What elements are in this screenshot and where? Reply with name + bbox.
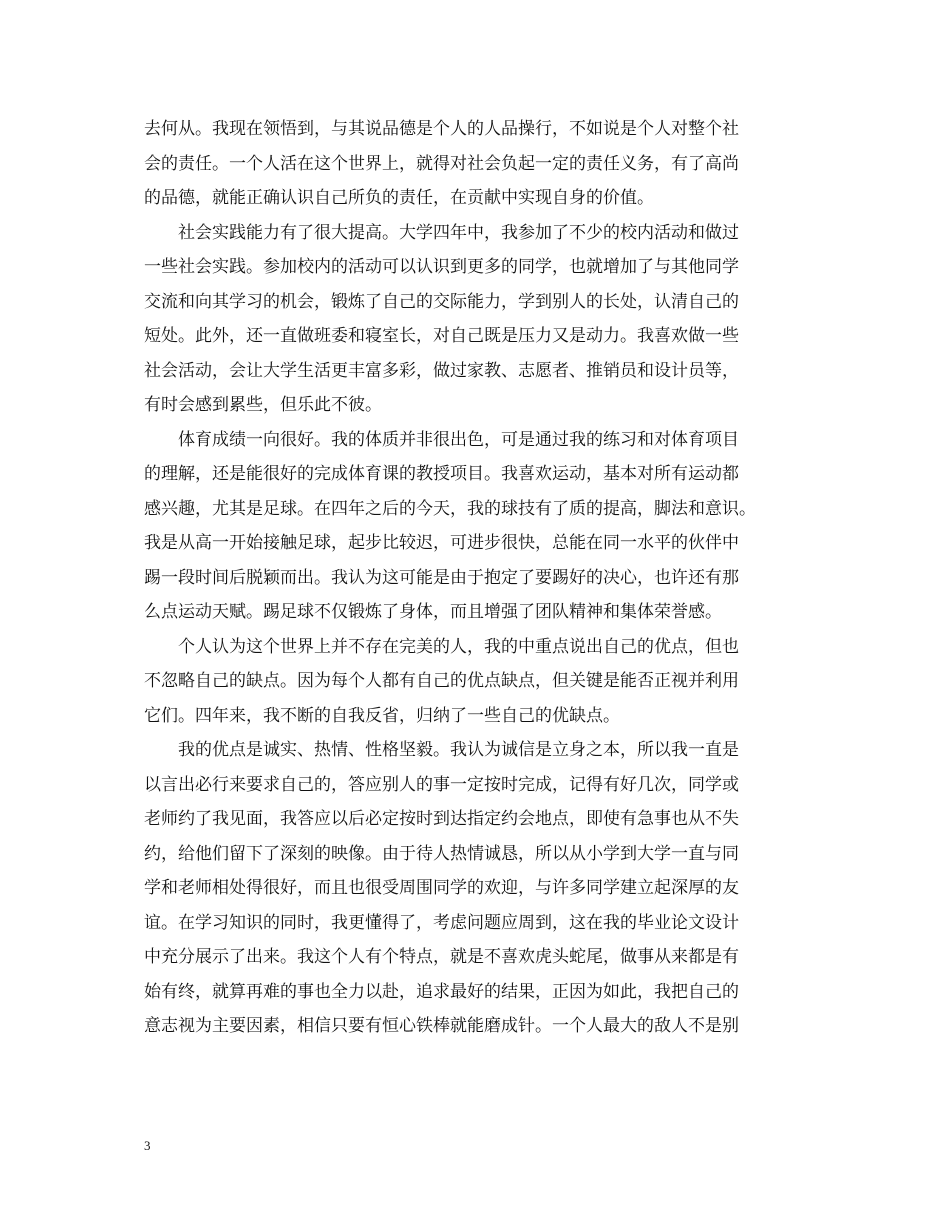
text-line: 学和老师相处得很好，而且也很受周围同学的欢迎，与许多同学建立起深厚的友 (144, 878, 739, 898)
text-line: 么点运动天赋。踢足球不仅锻炼了身体，而且增强了团队精神和集体荣誉感。 (144, 602, 722, 622)
text-line: 以言出必行来要求自己的，答应别人的事一定按时完成，记得有好几次，同学或 (144, 774, 739, 795)
text-line: 我的优点是诚实、热情、性格坚毅。我认为诚信是立身之本，所以我一直是 (178, 740, 739, 760)
text-line: 意志视为主要因素，相信只要有恒心铁棒就能磨成针。一个人最大的敌人不是别 (144, 1016, 739, 1036)
text-line: 谊。在学习知识的同时，我更懂得了，考虑问题应周到，这在我的毕业论文设计 (144, 912, 739, 933)
text-line: 约，给他们留下了深刻的映像。由于待人热情诚恳，所以从小学到大学一直与同 (144, 843, 739, 864)
text-line: 的品德，就能正确认识自己所负的责任，在贡献中实现自身的价值。 (144, 188, 654, 208)
page-number: 3 (144, 1138, 151, 1153)
text-line: 去何从。我现在领悟到，与其说品德是个人的人品操行，不如说是个人对整个社 (144, 119, 739, 139)
text-line: 踢一段时间后脱颖而出。我认为这可能是由于抱定了要踢好的决心，也许还有那 (144, 567, 739, 588)
text-line: 的理解，还是能很好的完成体育课的教授项目。我喜欢运动，基本对所有运动都 (144, 464, 739, 484)
text-line: 中充分展示了出来。我这个人有个特点，就是不喜欢虎头蛇尾，做事从来都是有 (144, 947, 739, 967)
text-line: 不忽略自己的缺点。因为每个人都有自己的优点缺点，但关键是能否正视并利用 (144, 671, 739, 691)
text-line: 它们。四年来，我不断的自我反省，归纳了一些自己的优缺点。 (144, 705, 620, 726)
text-line: 体育成绩一向很好。我的体质并非很出色，可是通过我的练习和对体育项目 (178, 429, 739, 450)
text-line: 社会活动，会让大学生活更丰富多彩，做过家教、志愿者、推销员和设计员等， (144, 360, 739, 381)
text-line: 短处。此外，还一直做班委和寝室长，对自己既是压力又是动力。我喜欢做一些 (144, 326, 739, 346)
text-line: 会的责任。一个人活在这个世界上，就得对社会负起一定的责任义务，有了高尚 (144, 153, 739, 174)
text-line: 我是从高一开始接触足球，起步比较迟，可进步很快，总能在同一水平的伙伴中 (144, 533, 739, 553)
text-line: 始有终，就算再难的事也全力以赴，追求最好的结果，正因为如此，我把自己的 (144, 981, 739, 1002)
text-line: 个人认为这个世界上并不存在完美的人，我的中重点说出自己的优点，但也 (178, 636, 739, 657)
text-line: 感兴趣，尤其是足球。在四年之后的今天，我的球技有了质的提高，脚法和意识。 (144, 498, 756, 519)
text-line: 有时会感到累些，但乐此不彼。 (144, 395, 382, 415)
text-line: 社会实践能力有了很大提高。大学四年中，我参加了不少的校内活动和做过 (178, 222, 739, 243)
body-text (144, 112, 824, 1044)
text-line: 老师约了我见面，我答应以后必定按时到达指定约会地点，即使有急事也从不失 (144, 809, 739, 829)
text-line: 交流和向其学习的机会，锻炼了自己的交际能力，学到别人的长处，认清自己的 (144, 291, 739, 312)
text-line: 一些社会实践。参加校内的活动可以认识到更多的同学，也就增加了与其他同学 (144, 257, 739, 277)
